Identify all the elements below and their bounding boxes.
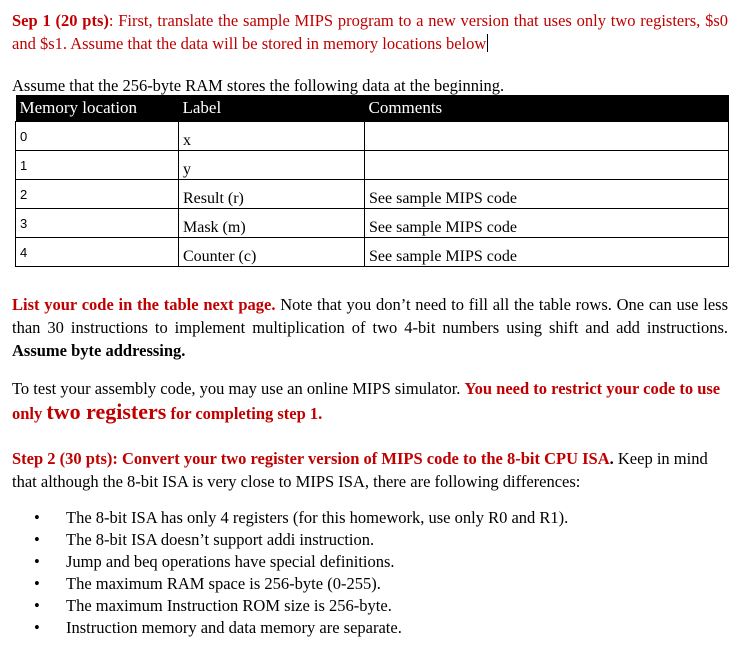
list-item-text: The maximum RAM space is 256-byte (0-255). [66,574,381,593]
cell-label: x [179,122,365,151]
cell-comment [365,122,729,151]
test-paragraph [12,377,728,425]
cell-memory-location: 3 [16,209,179,238]
list-item [12,551,568,573]
text-cursor [487,34,488,52]
list-item-text: The 8-bit ISA doesn’t support addi instruction. [66,530,375,549]
list-code-paragraph [12,293,728,362]
header-label: Label [179,95,365,122]
step1-paragraph [12,9,728,55]
list-item-text: The maximum Instruction ROM size is 256-byte. [66,596,392,615]
cell-label: Counter (c) [179,238,365,267]
list-item-text: The 8-bit ISA has only 4 registers (for this homework, use only R0 and R1). [66,508,569,527]
step1-label: Sep 1 (20 pts) [12,11,109,30]
table-row [16,122,729,151]
step2-paragraph [12,447,728,493]
list-item [12,573,568,595]
cell-comment [365,151,729,180]
step2-label: Step 2 (30 pts) [12,449,113,468]
table-row [16,209,729,238]
restriction-text-a: You need to restrict your code to use only [12,379,721,423]
bullet-icon: • [34,618,40,637]
list-item-text: Jump and beq operations have special definitions. [66,552,395,571]
cell-memory-location: 0 [16,122,179,151]
cell-label: Mask (m) [179,209,365,238]
list-item [12,507,568,529]
table-row [16,151,729,180]
cell-memory-location: 2 [16,180,179,209]
table-row [16,238,729,267]
step2-colon: : [112,449,123,468]
step1-text: : First, translate the sample MIPS program to a new version that uses only two registers, $s0 and $s1. Assume that the data will be stored in memory locations below [12,11,729,53]
cell-label: y [179,151,365,180]
list-item [12,529,568,551]
test-text: To test your assembly code, you may use an online MIPS simulator. [12,379,465,398]
assume-paragraph: Assume that the 256-byte RAM stores the following data at the beginning. [12,76,505,95]
list-code-instruction: List your code in the table next page. [12,295,276,314]
header-memory-location: Memory location [16,95,179,122]
table-header-row [16,95,729,122]
cell-comment: See sample MIPS code [365,238,729,267]
header-comments: Comments [365,95,729,122]
list-item [12,617,568,639]
step2-instruction: Convert your two register version of MIPS code to the 8-bit CPU ISA [122,449,610,468]
cell-comment: See sample MIPS code [365,209,729,238]
cell-comment: See sample MIPS code [365,180,729,209]
restriction-text-b: for completing step 1. [166,404,323,423]
memory-table [15,95,729,267]
bullet-icon: • [34,596,40,615]
list-item-text: Instruction memory and data memory are separate. [66,618,402,637]
differences-list [12,507,568,639]
step2-text: Keep in mind that although the 8-bit ISA is very close to MIPS ISA, there are following differences: [12,449,708,491]
table-row [16,180,729,209]
list-code-text: Note that you don’t need to fill all the table rows. One can use less than 30 instructions to implement multiplication of two 4-bit numbers using shift and add instructions. [12,295,728,337]
bullet-icon: • [34,574,40,593]
byte-addressing-note: Assume byte addressing. [12,341,186,360]
bullet-icon: • [34,552,40,571]
list-item [12,595,568,617]
bullet-icon: • [34,530,40,549]
step2-period: . [609,449,614,468]
cell-memory-location: 4 [16,238,179,267]
two-registers-emphasis: two registers [46,399,167,424]
cell-memory-location: 1 [16,151,179,180]
cell-label: Result (r) [179,180,365,209]
bullet-icon: • [34,508,40,527]
